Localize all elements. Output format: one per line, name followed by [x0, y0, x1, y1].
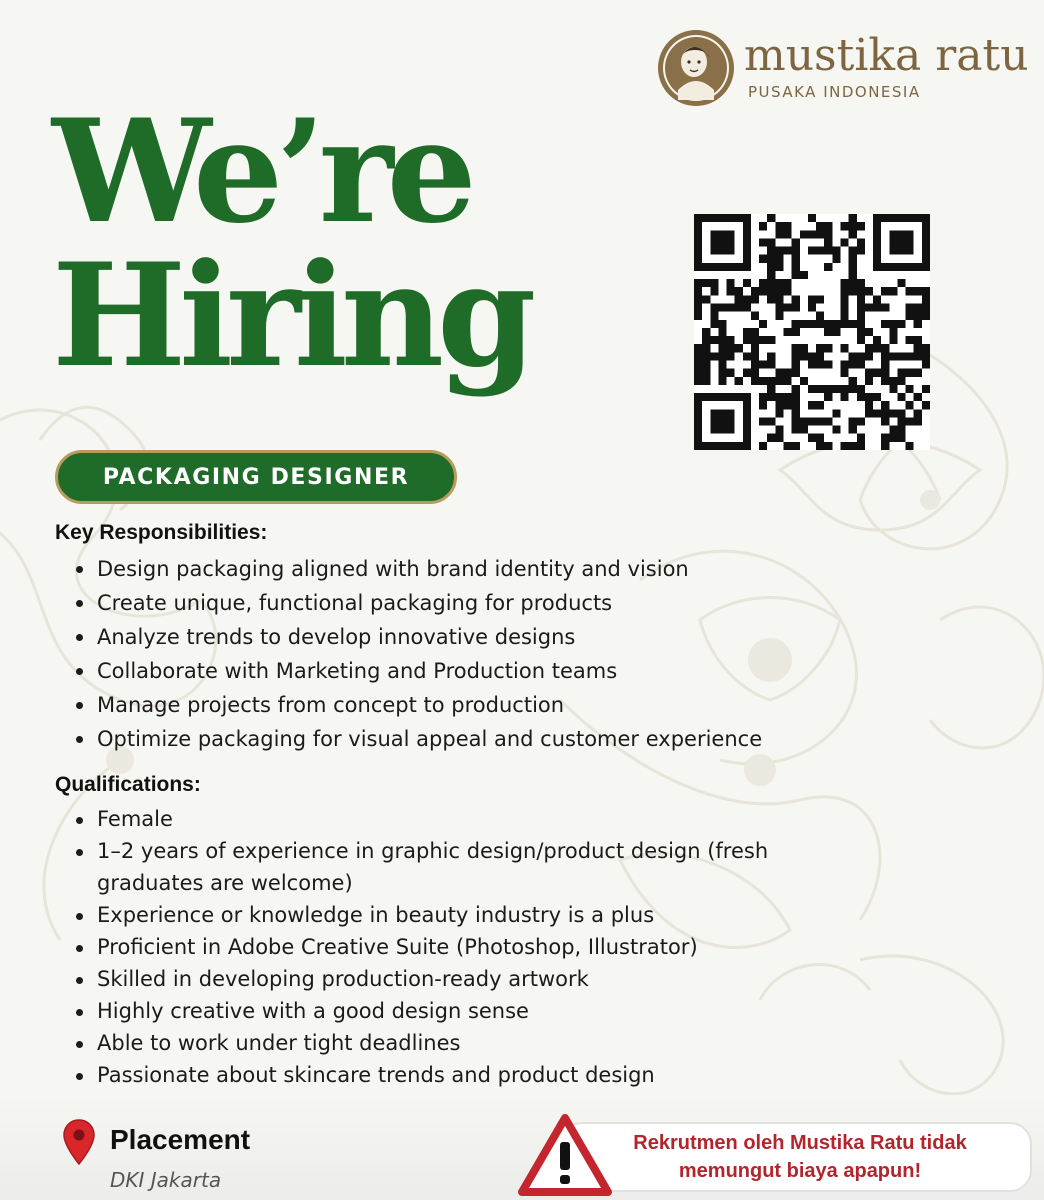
warning-icon: [518, 1114, 612, 1196]
qualifications-item: Able to work under tight deadlines: [74, 1027, 877, 1059]
responsibilities-item: Analyze trends to develop innovative designs: [74, 620, 877, 654]
qualifications-item: 1–2 years of experience in graphic design/product design (fresh graduates are welcome): [74, 835, 877, 899]
responsibilities-item: Optimize packaging for visual appeal and customer experience: [74, 722, 877, 756]
qualifications-item: Female: [74, 803, 877, 835]
location-pin-icon: [62, 1118, 96, 1166]
recruitment-notice-text: [590, 1129, 1010, 1185]
qr-code[interactable]: [694, 214, 930, 450]
responsibilities-item: Design packaging aligned with brand identity and vision: [74, 552, 877, 586]
notice-line-2: memungut biaya apapun!: [678, 1160, 922, 1182]
responsibilities-item: Create unique, functional packaging for products: [74, 586, 877, 620]
qualifications-item: Skilled in developing production-ready artwork: [74, 963, 877, 995]
brand-name: mustika ratu: [744, 30, 1029, 81]
qualifications-item: Passionate about skincare trends and product design: [74, 1059, 877, 1091]
qualifications-list: [74, 803, 877, 1091]
responsibilities-list: [74, 552, 877, 756]
brand-logo: [656, 28, 1029, 108]
brand-tagline: PUSAKA INDONESIA: [748, 83, 921, 101]
placement-value: DKI Jakarta: [110, 1168, 222, 1192]
qualifications-item: Proficient in Adobe Creative Suite (Photoshop, Illustrator): [74, 931, 877, 963]
qualifications-item: Experience or knowledge in beauty industry is a plus: [74, 899, 877, 931]
role-badge: PACKAGING DESIGNER: [55, 450, 457, 504]
notice-line-1: Rekrutmen oleh Mustika Ratu tidak: [633, 1132, 967, 1154]
responsibilities-item: Manage projects from concept to production: [74, 688, 877, 722]
placement-label: Placement: [110, 1124, 251, 1155]
qualifications-item: Highly creative with a good design sense: [74, 995, 877, 1027]
headline-line-1: We’re: [52, 89, 470, 255]
responsibilities-item: Collaborate with Marketing and Production teams: [74, 654, 877, 688]
headline-line-2: Hiring: [52, 233, 530, 399]
qualifications-title: Qualifications:: [55, 773, 201, 796]
headline: [52, 89, 530, 399]
responsibilities-title: Key Responsibilities:: [55, 521, 268, 544]
logo-emblem: [656, 28, 736, 108]
